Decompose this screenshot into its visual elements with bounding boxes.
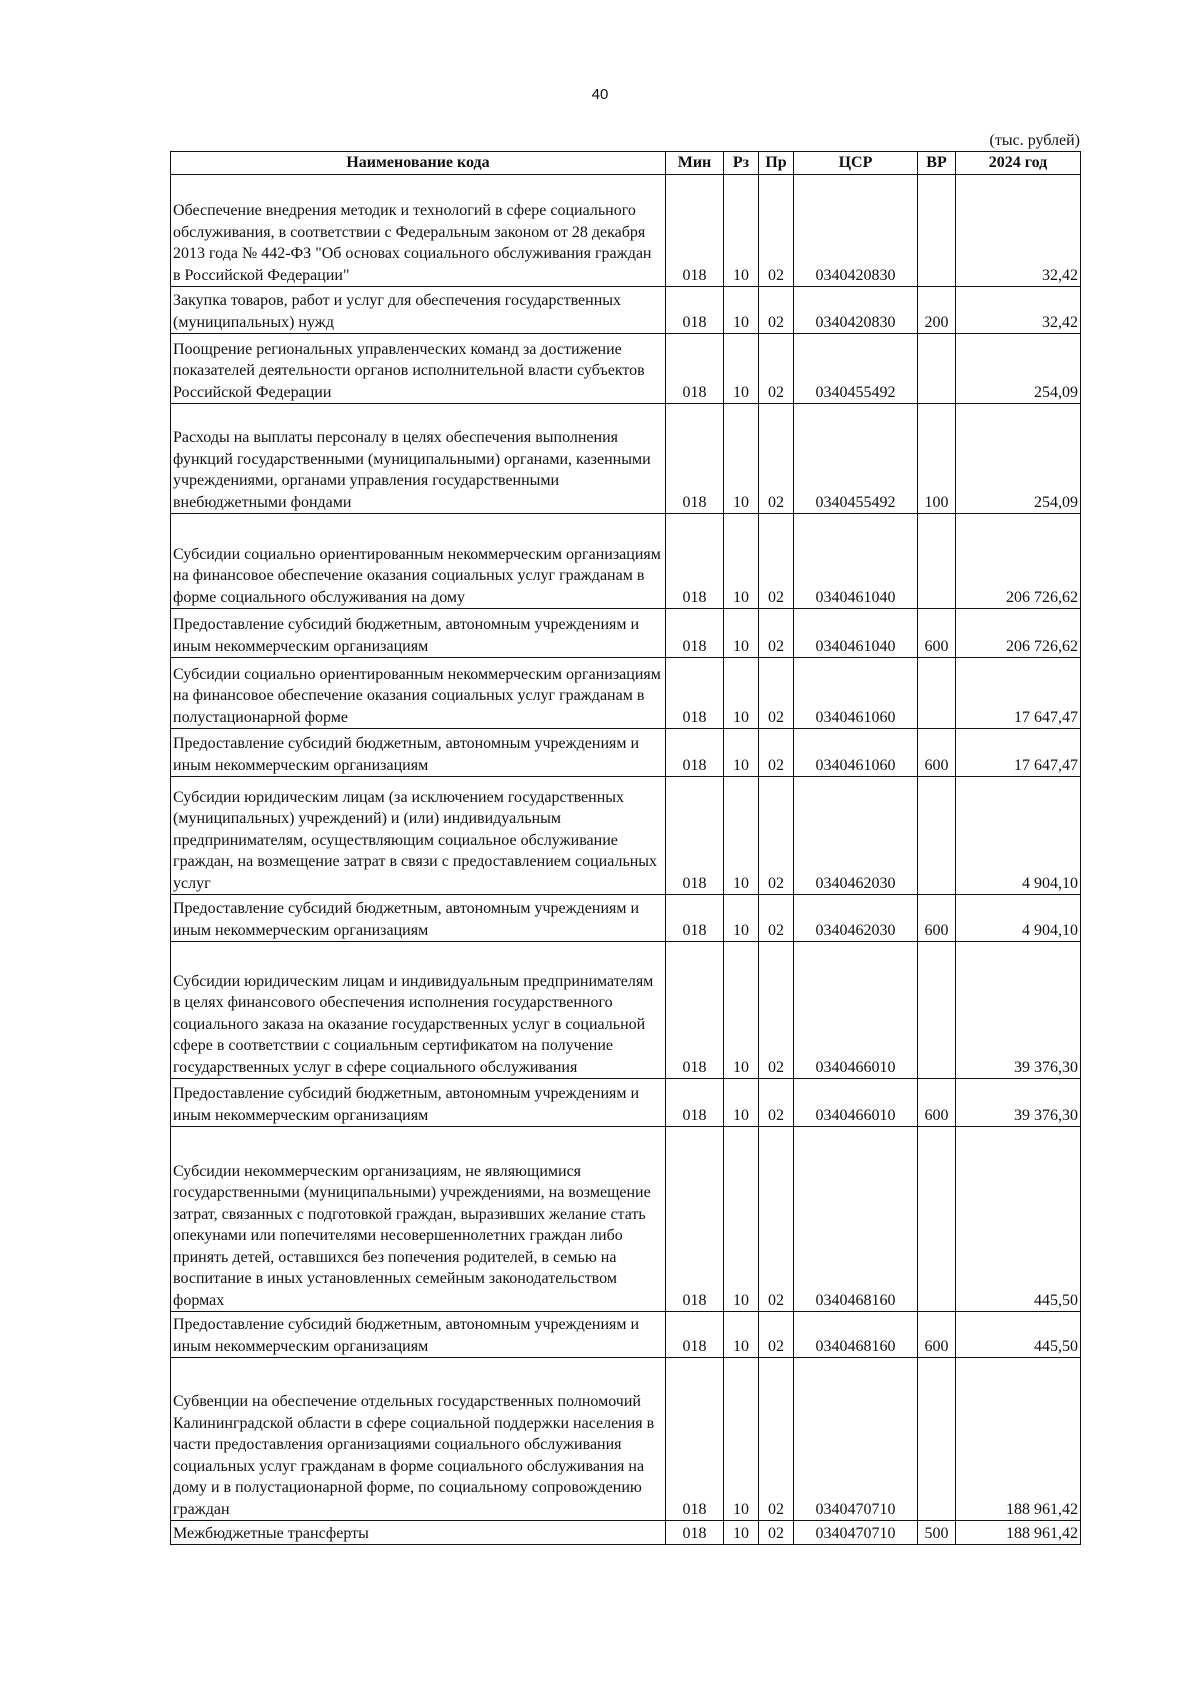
- row-amount: 206 726,62: [956, 609, 1081, 658]
- header-rz: Рз: [724, 152, 759, 175]
- row-pr: 02: [759, 404, 794, 514]
- row-csr: 0340466010: [794, 1079, 918, 1127]
- row-pr: 02: [759, 1127, 794, 1312]
- row-pr: 02: [759, 609, 794, 658]
- row-csr: 0340462030: [794, 777, 918, 895]
- row-vr: 600: [918, 729, 956, 777]
- row-amount: 188 961,42: [956, 1521, 1081, 1545]
- row-rz: 10: [724, 895, 759, 942]
- row-min: 018: [666, 514, 724, 609]
- row-csr: 0340420830: [794, 287, 918, 334]
- row-rz: 10: [724, 777, 759, 895]
- row-min: 018: [666, 1358, 724, 1521]
- row-name: Предоставление субсидий бюджетным, автономным учреждениям и иным некоммерческим организациям: [171, 1312, 666, 1358]
- row-rz: 10: [724, 1312, 759, 1358]
- row-pr: 02: [759, 895, 794, 942]
- row-min: 018: [666, 942, 724, 1079]
- row-rz: 10: [724, 404, 759, 514]
- row-csr: 0340461060: [794, 729, 918, 777]
- row-rz: 10: [724, 609, 759, 658]
- row-min: 018: [666, 404, 724, 514]
- row-amount: 17 647,47: [956, 658, 1081, 729]
- table-row: [171, 1358, 1081, 1521]
- table-row: [171, 658, 1081, 729]
- header-year: 2024 год: [956, 152, 1081, 175]
- row-amount: 206 726,62: [956, 514, 1081, 609]
- row-pr: 02: [759, 1358, 794, 1521]
- table-row: [171, 609, 1081, 658]
- row-amount: 4 904,10: [956, 895, 1081, 942]
- row-pr: 02: [759, 1312, 794, 1358]
- row-vr: 100: [918, 404, 956, 514]
- row-csr: 0340470710: [794, 1358, 918, 1521]
- row-csr: 0340468160: [794, 1312, 918, 1358]
- table-row: [171, 514, 1081, 609]
- row-pr: 02: [759, 658, 794, 729]
- table-row: [171, 942, 1081, 1079]
- row-name: Предоставление субсидий бюджетным, автономным учреждениям и иным некоммерческим организациям: [171, 895, 666, 942]
- row-min: 018: [666, 287, 724, 334]
- table-row: [171, 777, 1081, 895]
- row-rz: 10: [724, 175, 759, 287]
- row-min: 018: [666, 334, 724, 404]
- page-number: 40: [591, 86, 609, 103]
- table-row: [171, 1127, 1081, 1312]
- row-vr: [918, 777, 956, 895]
- row-csr: 0340461060: [794, 658, 918, 729]
- row-name: Субсидии социально ориентированным некоммерческим организациям на финансовое обеспечение оказания социальных услуг гражданам в полустационарной форме: [171, 658, 666, 729]
- row-csr: 0340468160: [794, 1127, 918, 1312]
- row-csr: 0340455492: [794, 334, 918, 404]
- table-row: [171, 1521, 1081, 1545]
- row-amount: 32,42: [956, 287, 1081, 334]
- row-rz: 10: [724, 334, 759, 404]
- row-amount: 32,42: [956, 175, 1081, 287]
- row-pr: 02: [759, 1079, 794, 1127]
- row-vr: [918, 175, 956, 287]
- row-csr: 0340466010: [794, 942, 918, 1079]
- row-amount: 445,50: [956, 1312, 1081, 1358]
- row-min: 018: [666, 609, 724, 658]
- row-vr: [918, 334, 956, 404]
- row-rz: 10: [724, 514, 759, 609]
- row-pr: 02: [759, 514, 794, 609]
- row-vr: 200: [918, 287, 956, 334]
- table-row: [171, 895, 1081, 942]
- row-vr: [918, 1358, 956, 1521]
- row-vr: [918, 1127, 956, 1312]
- table-row: [171, 404, 1081, 514]
- row-min: 018: [666, 1079, 724, 1127]
- row-csr: 0340462030: [794, 895, 918, 942]
- header-pr: Пр: [759, 152, 794, 175]
- row-min: 018: [666, 729, 724, 777]
- row-name: Предоставление субсидий бюджетным, автономным учреждениям и иным некоммерческим организациям: [171, 729, 666, 777]
- row-pr: 02: [759, 175, 794, 287]
- row-vr: [918, 658, 956, 729]
- row-pr: 02: [759, 729, 794, 777]
- row-csr: 0340461040: [794, 514, 918, 609]
- table-row: [171, 729, 1081, 777]
- row-rz: 10: [724, 729, 759, 777]
- header-min: Мин: [666, 152, 724, 175]
- row-name: Субсидии некоммерческим организациям, не являющимися государственными (муниципальными) учреждениями, на возмещение затрат, связанных с подготовкой граждан, выразивших желание стать опекунами или попечителями несовершеннолетних граждан либо принять детей, оставшихся без попечения родителей, в семью на воспитание в иных установленных семейным законодательством формах: [171, 1127, 666, 1312]
- table-row: [171, 175, 1081, 287]
- row-csr: 0340470710: [794, 1521, 918, 1545]
- row-amount: 254,09: [956, 334, 1081, 404]
- row-amount: 39 376,30: [956, 1079, 1081, 1127]
- row-pr: 02: [759, 1521, 794, 1545]
- row-pr: 02: [759, 942, 794, 1079]
- row-name: Субвенции на обеспечение отдельных государственных полномочий Калининградской области в сфере социальной поддержки населения в части предоставления организациями социального обслуживания социальных услуг гражданам в форме социального обслуживания на дому и в полустационарной форме, по социальному сопровождению граждан: [171, 1358, 666, 1521]
- row-vr: 500: [918, 1521, 956, 1545]
- row-vr: [918, 514, 956, 609]
- row-name: Закупка товаров, работ и услуг для обеспечения государственных (муниципальных) нужд: [171, 287, 666, 334]
- table-row: [171, 1312, 1081, 1358]
- row-rz: 10: [724, 942, 759, 1079]
- row-amount: 39 376,30: [956, 942, 1081, 1079]
- row-min: 018: [666, 777, 724, 895]
- row-amount: 17 647,47: [956, 729, 1081, 777]
- row-pr: 02: [759, 287, 794, 334]
- table-row: [171, 334, 1081, 404]
- row-pr: 02: [759, 777, 794, 895]
- row-name: Обеспечение внедрения методик и технологий в сфере социального обслуживания, в соответствии с Федеральным законом от 28 декабря 2013 года № 442-ФЗ "Об основах социального обслуживания граждан в Российской Федерации": [171, 175, 666, 287]
- row-name: Расходы на выплаты персоналу в целях обеспечения выполнения функций государственными (муниципальными) органами, казенными учреждениями, органами управления государственными внебюджетными фондами: [171, 404, 666, 514]
- units-label: (тыс. рублей): [989, 132, 1080, 149]
- row-vr: 600: [918, 895, 956, 942]
- row-amount: 188 961,42: [956, 1358, 1081, 1521]
- row-min: 018: [666, 1127, 724, 1312]
- row-min: 018: [666, 175, 724, 287]
- row-name: Предоставление субсидий бюджетным, автономным учреждениям и иным некоммерческим организациям: [171, 1079, 666, 1127]
- budget-table: [170, 151, 1081, 1545]
- row-min: 018: [666, 1312, 724, 1358]
- row-pr: 02: [759, 334, 794, 404]
- header-csr: ЦСР: [794, 152, 918, 175]
- row-rz: 10: [724, 1127, 759, 1312]
- row-name: Межбюджетные трансферты: [171, 1521, 666, 1545]
- row-name: Субсидии социально ориентированным некоммерческим организациям на финансовое обеспечение оказания социальных услуг гражданам в форме социального обслуживания на дому: [171, 514, 666, 609]
- row-rz: 10: [724, 1358, 759, 1521]
- row-rz: 10: [724, 1079, 759, 1127]
- row-csr: 0340455492: [794, 404, 918, 514]
- row-vr: [918, 942, 956, 1079]
- row-name: Субсидии юридическим лицам и индивидуальным предпринимателям в целях финансового обеспечения исполнения государственного социального заказа на оказание государственных услуг в социальной сфере в соответствии с социальным сертификатом на получение государственных услуг в сфере социального обслуживания: [171, 942, 666, 1079]
- row-min: 018: [666, 1521, 724, 1545]
- row-rz: 10: [724, 1521, 759, 1545]
- row-vr: 600: [918, 1079, 956, 1127]
- row-min: 018: [666, 895, 724, 942]
- row-vr: 600: [918, 1312, 956, 1358]
- row-min: 018: [666, 658, 724, 729]
- table-row: [171, 287, 1081, 334]
- row-vr: 600: [918, 609, 956, 658]
- table-header-row: [171, 152, 1081, 175]
- row-amount: 445,50: [956, 1127, 1081, 1312]
- row-amount: 254,09: [956, 404, 1081, 514]
- header-vr: ВР: [918, 152, 956, 175]
- row-name: Поощрение региональных управленческих команд за достижение показателей деятельности органов исполнительной власти субъектов Российской Федерации: [171, 334, 666, 404]
- row-amount: 4 904,10: [956, 777, 1081, 895]
- row-name: Субсидии юридическим лицам (за исключением государственных (муниципальных) учреждений) и (или) индивидуальным предпринимателям, осуществляющим социальное обслуживание граждан, на возмещение затрат в связи с предоставлением социальных услуг: [171, 777, 666, 895]
- table-row: [171, 1079, 1081, 1127]
- row-rz: 10: [724, 658, 759, 729]
- row-csr: 0340461040: [794, 609, 918, 658]
- header-name: Наименование кода: [171, 152, 666, 175]
- row-csr: 0340420830: [794, 175, 918, 287]
- row-name: Предоставление субсидий бюджетным, автономным учреждениям и иным некоммерческим организациям: [171, 609, 666, 658]
- row-rz: 10: [724, 287, 759, 334]
